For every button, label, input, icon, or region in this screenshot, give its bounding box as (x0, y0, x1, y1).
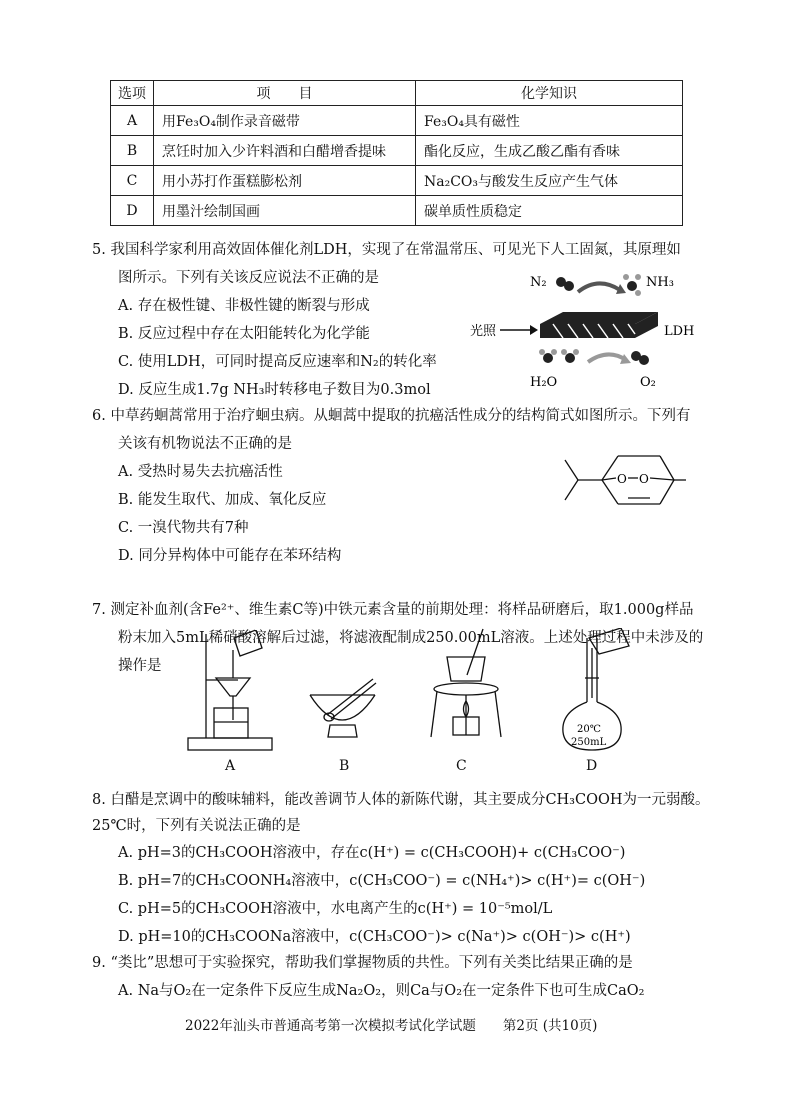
table-row (111, 166, 683, 196)
option-label-b: B (339, 758, 350, 774)
q7-stem-line1: 7. 测定补血剂(含Fe²⁺、维生素C等)中铁元素含量的前期处理：将样品研磨后，取1.000g样品 (92, 602, 694, 618)
table-cell-knowledge: Na₂CO₃与酸发生反应产生气体 (416, 166, 683, 196)
evaporation-apparatus-icon (425, 625, 505, 755)
q6-option-d: D. 同分异构体中可能存在苯环结构 (118, 548, 342, 564)
table-cell-knowledge: 酯化反应，生成乙酸乙酯有香味 (416, 136, 683, 166)
q6-option-a: A. 受热时易失去抗癌活性 (118, 464, 283, 480)
q5-stem-line1: 5. 我国科学家利用高效固体催化剂LDH，实现了在常温常压、可见光下人工固氮，其原理如 (92, 242, 681, 258)
table-header: 选项 (111, 81, 154, 106)
mortar-pestle-icon (305, 675, 380, 745)
options-table (110, 80, 683, 226)
q7-stem-line3: 操作是 (118, 658, 162, 674)
ldh-label: LDH (664, 324, 695, 339)
q8-option-d: D. pH=10的CH₃COONa溶液中，c(CH₃COO⁻)> c(Na⁺)> c(OH⁻)> c(H⁺) (118, 929, 631, 945)
table-cell-option: B (111, 136, 154, 166)
q8-stem-line2: 25℃时，下列有关说法正确的是 (92, 818, 301, 834)
light-label: 光照 (470, 324, 497, 339)
flask-temp-label: 20℃ (577, 724, 601, 735)
table-header-row (111, 81, 683, 106)
q6-option-b: B. 能发生取代、加成、氧化反应 (118, 492, 327, 508)
option-label-a: A (225, 758, 236, 774)
q8-option-c: C. pH=5的CH₃COOH溶液中，水电离产生的c(H⁺) = 10⁻⁵mol/L (118, 901, 553, 917)
flask-volume-label: 250mL (571, 737, 607, 748)
option-label-c: C (456, 758, 467, 774)
filtration-apparatus-icon (186, 630, 276, 755)
q8-option-a: A. pH=3的CH₃COOH溶液中，存在c(H⁺) = c(CH₃COOH)+ c(CH₃COO⁻) (118, 845, 626, 861)
oxygen-label: O (617, 472, 627, 486)
q5-option-c: C. 使用LDH，可同时提高反应速率和N₂的转化率 (118, 354, 437, 370)
n2-label: N₂ (530, 275, 547, 290)
table-row (111, 106, 683, 136)
q5-stem-line2: 图所示。下列有关该反应说法不正确的是 (118, 270, 379, 286)
q5-option-d: D. 反应生成1.7g NH₃时转移电子数目为0.3mol (118, 382, 431, 398)
h2o-label: H₂O (530, 375, 558, 390)
q7-stem-line2: 粉末加入5mL稀硝酸溶解后过滤，将滤液配制成250.00mL溶液。上述处理过程中未涉及的 (118, 630, 704, 646)
table-cell-item: 用Fe₃O₄制作录音磁带 (154, 106, 416, 136)
q9-option-a: A. Na与O₂在一定条件下反应生成Na₂O₂，则Ca与O₂在一定条件下也可生成CaO₂ (118, 983, 645, 999)
q6-stem-line1: 6. 中草药蛔蒿常用于治疗蛔虫病。从蛔蒿中提取的抗癌活性成分的结构简式如图所示。下列有 (92, 408, 691, 424)
o2-label: O₂ (640, 375, 656, 390)
q5-option-b: B. 反应过程中存在太阳能转化为化学能 (118, 326, 370, 342)
table-cell-item: 用墨汁绘制国画 (154, 196, 416, 226)
q6-option-c: C. 一溴代物共有7种 (118, 520, 249, 536)
q5-option-a: A. 存在极性键、非极性键的断裂与形成 (118, 298, 370, 314)
ldh-layer-icon (540, 312, 658, 338)
table-cell-item: 烹饪时加入少许料酒和白醋增香提味 (154, 136, 416, 166)
table-cell-knowledge: 碳单质性质稳定 (416, 196, 683, 226)
q8-stem-line1: 8. 白醋是烹调中的酸味辅料，能改善调节人体的新陈代谢，其主要成分CH₃COOH为一元弱酸。 (92, 792, 710, 808)
table-cell-item: 用小苏打作蛋糕膨松剂 (154, 166, 416, 196)
q8-option-b: B. pH=7的CH₃COONH₄溶液中，c(CH₃COO⁻) = c(NH₄⁺)> c(H⁺)= c(OH⁻) (118, 873, 646, 889)
table-row (111, 136, 683, 166)
table-header: 化学知识 (416, 81, 683, 106)
page-footer: 2022年汕头市普通高考第一次模拟考试化学试题 第2页 (共10页) (185, 1018, 598, 1034)
molecule-structure (560, 448, 690, 518)
oxygen-label: O (639, 472, 649, 486)
ldh-diagram (468, 262, 718, 392)
volumetric-flask-icon (555, 628, 635, 756)
table-header: 项 目 (154, 81, 416, 106)
q6-stem-line2: 关该有机物说法不正确的是 (118, 436, 292, 452)
table-cell-option: A (111, 106, 154, 136)
table-cell-option: D (111, 196, 154, 226)
option-label-d: D (586, 758, 598, 774)
table-cell-option: C (111, 166, 154, 196)
table-cell-knowledge: Fe₃O₄具有磁性 (416, 106, 683, 136)
nh3-label: NH₃ (646, 275, 674, 290)
table-row (111, 196, 683, 226)
q9-stem-line1: 9. “类比”思想可于实验探究，帮助我们掌握物质的共性。下列有关类比结果正确的是 (92, 955, 633, 971)
